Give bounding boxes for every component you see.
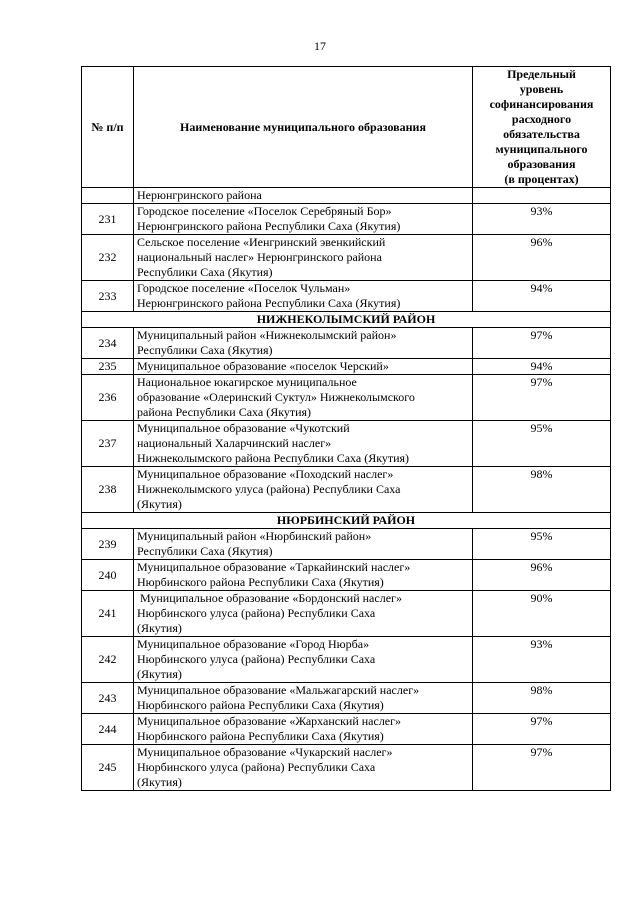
municipality-name-line: Муниципальное образование «Чукарский наслег» <box>137 745 393 759</box>
row-number: 238 <box>82 467 134 513</box>
municipality-name <box>134 683 473 714</box>
municipality-name-line: (Якутия) <box>137 497 182 511</box>
table-row <box>82 375 611 421</box>
table-row <box>82 560 611 591</box>
row-number: 245 <box>82 745 134 791</box>
table-row <box>82 745 611 791</box>
cofinancing-percent: 94% <box>473 281 611 312</box>
cofinancing-percent: 93% <box>473 637 611 683</box>
cofinancing-percent: 98% <box>473 683 611 714</box>
municipality-name-line: (Якутия) <box>137 775 182 789</box>
municipality-name-line: (Якутия) <box>137 621 182 635</box>
municipality-name <box>134 745 473 791</box>
header-pct-line: обязательства <box>503 127 580 141</box>
municipality-name-line: (Якутия) <box>137 667 182 681</box>
table-row <box>82 235 611 281</box>
municipality-name-line: Нюрбинского улуса (района) Республики Саха <box>137 652 376 666</box>
municipality-name-line: Городское поселение «Поселок Серебряный Бор» <box>137 204 392 218</box>
municipality-name-line: Муниципальное образование «Чукотский <box>137 421 350 435</box>
header-num: № п/п <box>82 67 134 188</box>
cofinancing-percent: 95% <box>473 421 611 467</box>
header-pct-line: Предельный <box>507 67 576 81</box>
row-number: 240 <box>82 560 134 591</box>
table-row <box>82 359 611 375</box>
municipality-name-line: Республики Саха (Якутия) <box>137 343 273 357</box>
header-pct <box>473 67 611 188</box>
municipality-name <box>134 235 473 281</box>
header-pct-line: образования <box>507 157 576 171</box>
municipality-name-line: Республики Саха (Якутия) <box>137 265 273 279</box>
header-pct-line: расходного <box>511 112 572 126</box>
header-pct-line: муниципального <box>495 142 588 156</box>
table-row <box>82 281 611 312</box>
municipality-name <box>134 467 473 513</box>
municipality-name-line: национальный наслег» Нерюнгринского района <box>137 250 382 264</box>
municipality-name-line: Нерюнгринского района Республики Саха (Якутия) <box>137 219 401 233</box>
municipal-table <box>81 66 611 791</box>
cofinancing-percent: 96% <box>473 235 611 281</box>
cofinancing-percent: 96% <box>473 560 611 591</box>
row-number: 237 <box>82 421 134 467</box>
municipality-name-line: Муниципальное образование «Походский наслег» <box>137 467 394 481</box>
municipality-name <box>134 714 473 745</box>
municipality-name-line: образование «Олеринский Суктул» Нижнеколымского <box>137 390 415 404</box>
row-number: 233 <box>82 281 134 312</box>
page-number: 17 <box>314 39 326 53</box>
municipality-name-line: Муниципальное образование «Мальжагарский наслег» <box>137 683 420 697</box>
municipality-name-line: Муниципальное образование «Город Нюрба» <box>137 637 370 651</box>
municipality-name-line: Нюрбинского улуса (района) Республики Саха <box>137 606 376 620</box>
municipality-name-line: Городское поселение «Поселок Чульман» <box>137 281 351 295</box>
municipality-name-line: Муниципальное образование «поселок Черский» <box>137 359 389 373</box>
row-number: 241 <box>82 591 134 637</box>
municipality-name <box>134 204 473 235</box>
municipality-name-line: Нюрбинского района Республики Саха (Якутия) <box>137 575 384 589</box>
municipality-name-line: Муниципальный район «Нижнеколымский район» <box>137 328 397 342</box>
municipality-name-line: Муниципальное образование «Таркайинский наслег» <box>137 560 411 574</box>
municipality-name-line: Нижнеколымского района Республики Саха (Якутия) <box>137 451 410 465</box>
municipality-name <box>134 328 473 359</box>
section-title: НЮРБИНСКИЙ РАЙОН <box>82 513 611 529</box>
cofinancing-percent: 97% <box>473 328 611 359</box>
municipality-name-line: Нерюнгринского района Республики Саха (Якутия) <box>137 296 401 310</box>
municipality-name-line: района Республики Саха (Якутия) <box>137 405 312 419</box>
row-number: 236 <box>82 375 134 421</box>
municipality-name <box>134 359 473 375</box>
municipality-name-line: Нижнеколымского улуса (района) Республики Саха <box>137 482 401 496</box>
row-number: 234 <box>82 328 134 359</box>
row-number: 244 <box>82 714 134 745</box>
table-row <box>82 591 611 637</box>
row-number: 239 <box>82 529 134 560</box>
row-number: 235 <box>82 359 134 375</box>
table-row <box>82 467 611 513</box>
municipality-name <box>134 560 473 591</box>
municipality-name-line: Нюрбинского района Республики Саха (Якутия) <box>137 729 384 743</box>
municipality-name-line: Сельское поселение «Иенгринский эвенкийский <box>137 235 386 249</box>
cofinancing-percent: 97% <box>473 714 611 745</box>
table-row <box>82 328 611 359</box>
row-number: 242 <box>82 637 134 683</box>
municipality-name <box>134 375 473 421</box>
municipality-name-line: Республики Саха (Якутия) <box>137 544 273 558</box>
header-pct-line: (в процентах) <box>504 172 579 186</box>
municipality-name <box>134 421 473 467</box>
header-name: Наименование муниципального образования <box>134 67 473 188</box>
municipality-name-line: национальный Халарчинский наслег» <box>137 436 332 450</box>
cofinancing-percent: 93% <box>473 204 611 235</box>
section-row <box>82 312 611 328</box>
cofinancing-percent: 94% <box>473 359 611 375</box>
section-title: НИЖНЕКОЛЫМСКИЙ РАЙОН <box>82 312 611 328</box>
municipality-name <box>134 281 473 312</box>
cofinancing-percent: 98% <box>473 467 611 513</box>
municipality-name-line: Национальное юкагирское муниципальное <box>137 375 357 389</box>
municipality-name-line: Нюрбинского улуса (района) Республики Саха <box>137 760 376 774</box>
cofinancing-percent: 90% <box>473 591 611 637</box>
cofinancing-percent: 97% <box>473 375 611 421</box>
row-number: 232 <box>82 235 134 281</box>
table-row <box>82 529 611 560</box>
municipality-name-line: Муниципальное образование «Бордонский наслег» <box>137 591 402 605</box>
header-pct-line: уровень <box>519 82 564 96</box>
section-row <box>82 513 611 529</box>
municipality-name-line: Муниципальный район «Нюрбинский район» <box>137 529 372 543</box>
row-number: 231 <box>82 204 134 235</box>
header-pct-line: софинансирования <box>489 97 594 111</box>
continuation-text: Нерюнгринского района <box>134 188 473 204</box>
cofinancing-percent: 95% <box>473 529 611 560</box>
table-row <box>82 714 611 745</box>
row-number: 243 <box>82 683 134 714</box>
cofinancing-percent: 97% <box>473 745 611 791</box>
municipality-name <box>134 637 473 683</box>
table-row <box>82 637 611 683</box>
municipality-name <box>134 591 473 637</box>
continuation-row <box>82 188 611 204</box>
table-row <box>82 683 611 714</box>
municipality-name <box>134 529 473 560</box>
table-header-row <box>82 67 611 188</box>
municipality-name-line: Нюрбинского района Республики Саха (Якутия) <box>137 698 384 712</box>
table-row <box>82 421 611 467</box>
table-row <box>82 204 611 235</box>
municipality-name-line: Муниципальное образование «Жарханский наслег» <box>137 714 402 728</box>
